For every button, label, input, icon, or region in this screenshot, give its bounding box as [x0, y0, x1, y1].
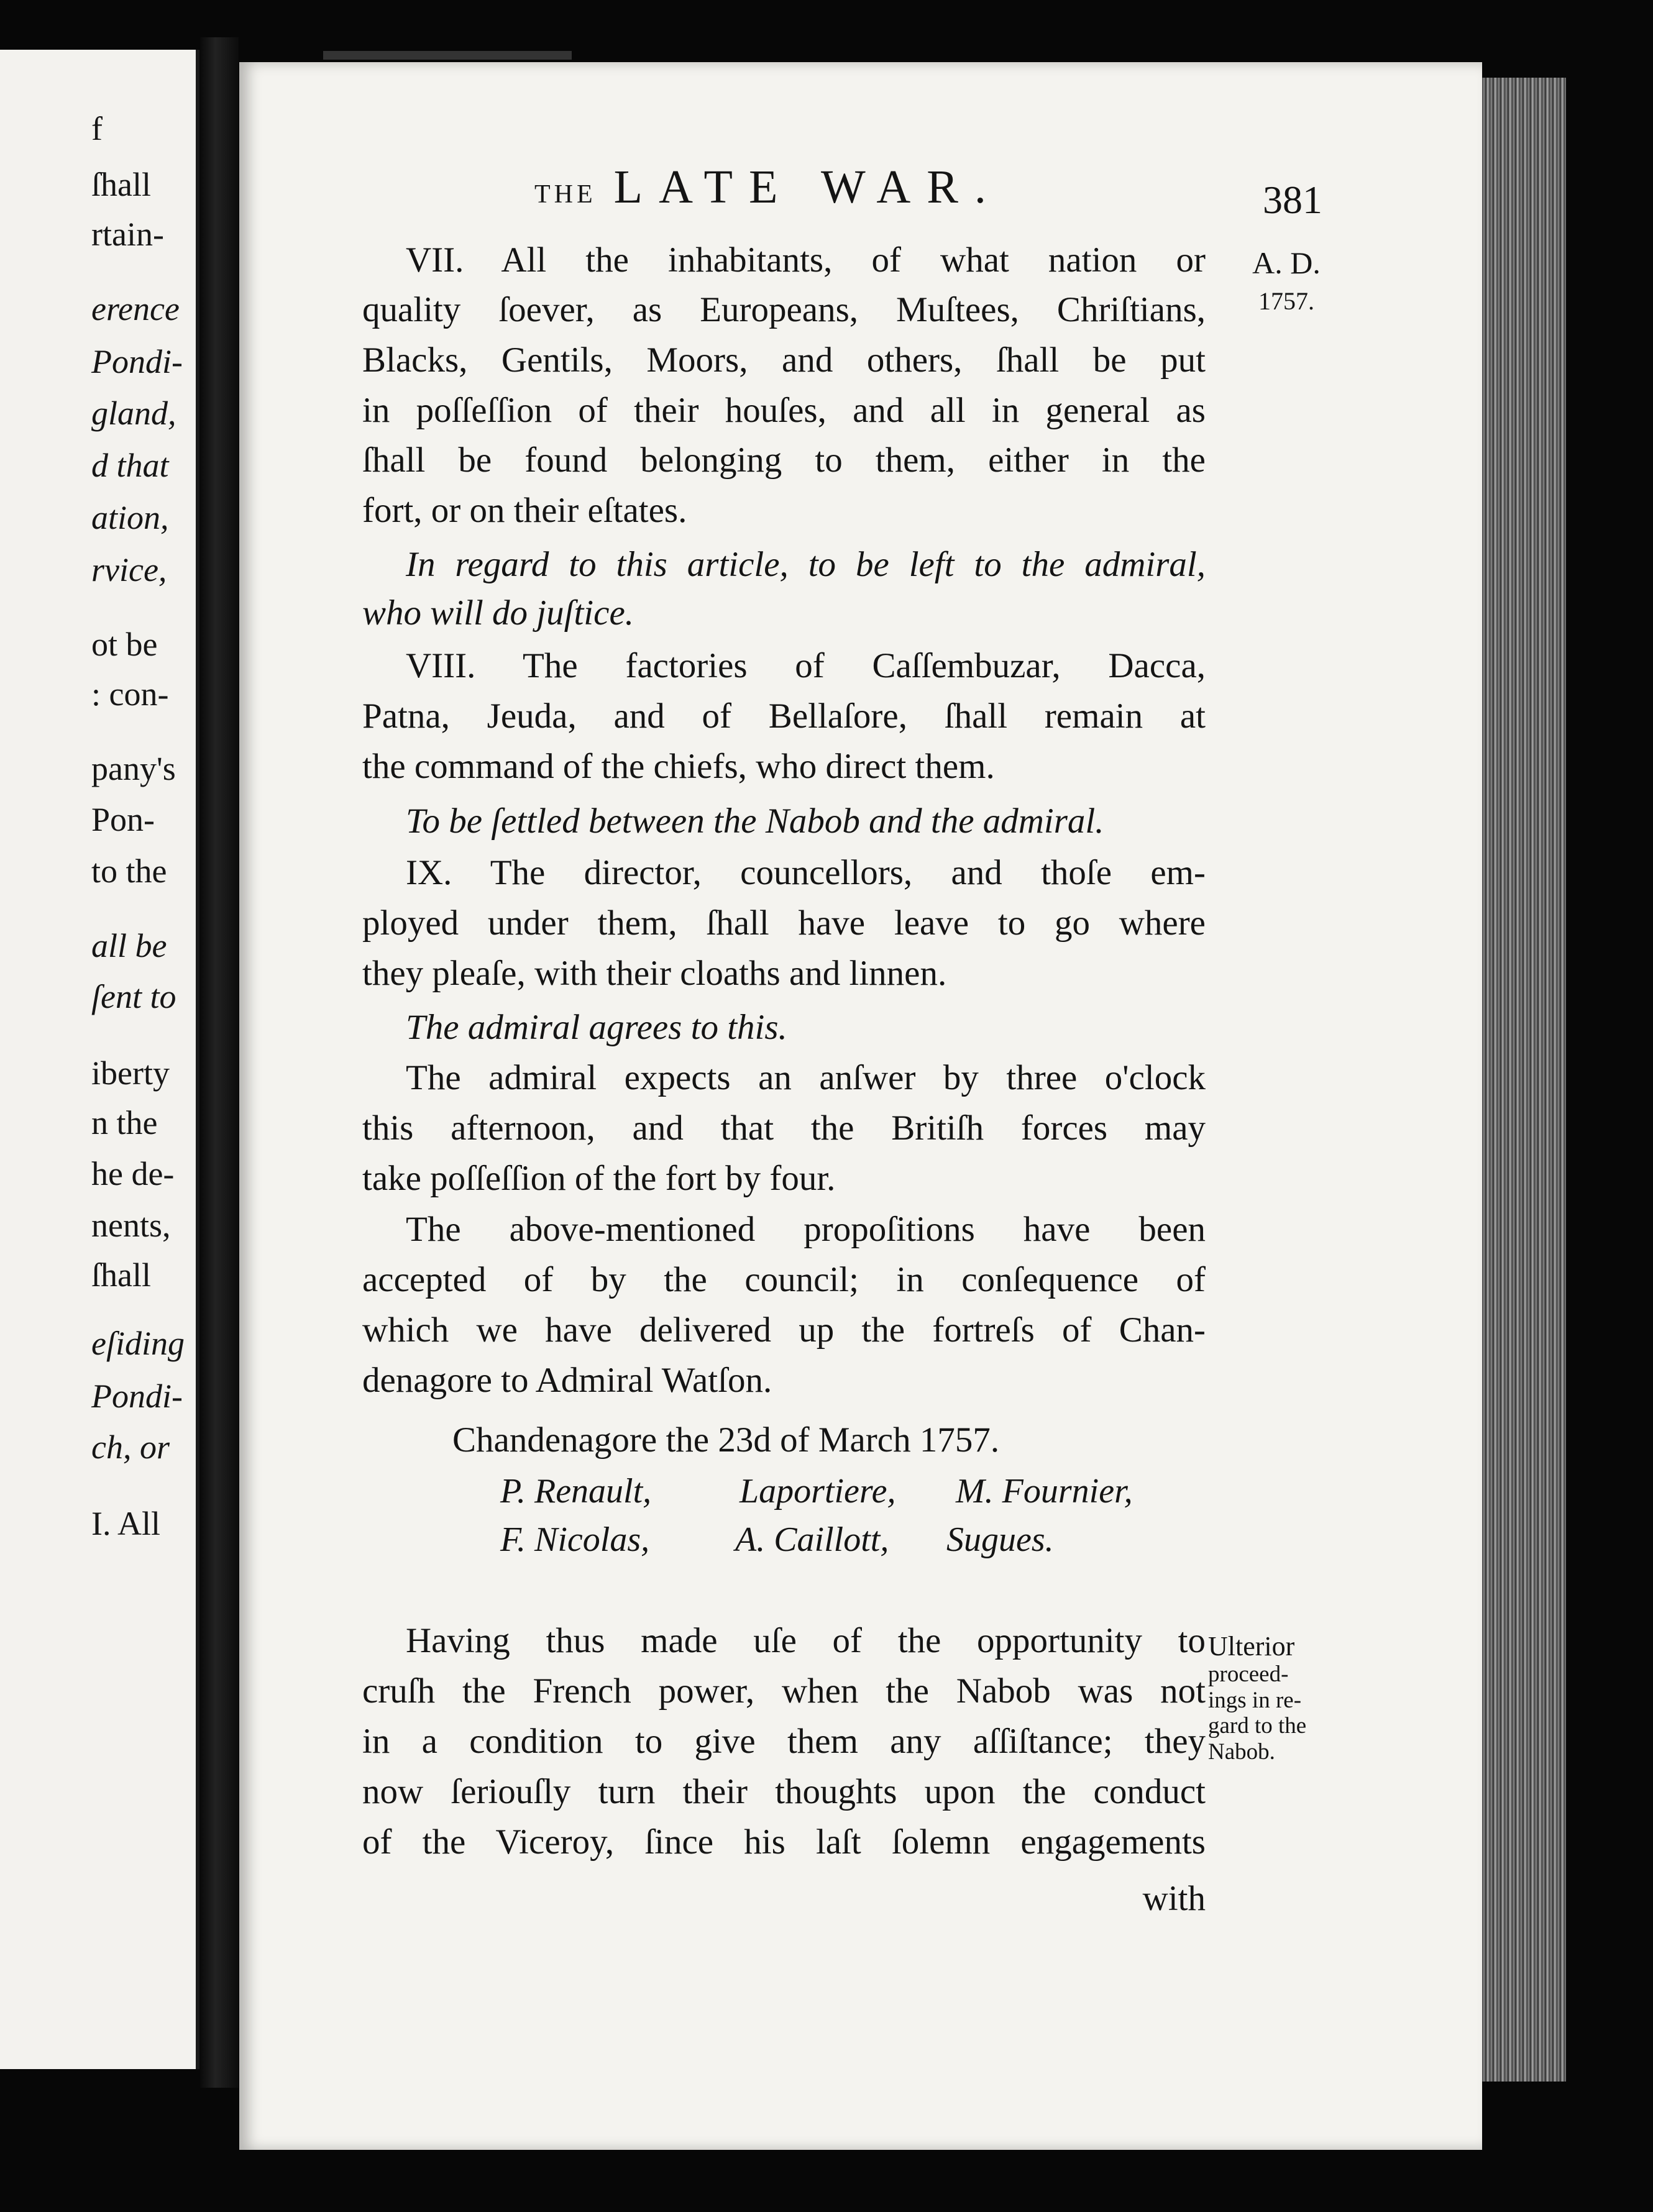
margin-sidenote [1208, 1631, 1363, 1765]
signature: Sugues. [946, 1520, 1054, 1559]
art9-line: IX. The director, councellors, and thoſe em- [406, 853, 1206, 892]
left-page-line: Pondi- [91, 343, 183, 380]
left-page-line: he de- [91, 1155, 175, 1192]
having-line: in a condition to give them any aſſiſtance; they [362, 1722, 1206, 1761]
left-page-line: Pon- [91, 801, 155, 838]
left-page-line: eſiding [91, 1325, 185, 1362]
art7-line: in poſſeſſion of their houſes, and all in general as [362, 391, 1206, 430]
left-page-line: rvice, [91, 551, 167, 588]
left-page-line: Pondi- [91, 1378, 183, 1415]
accepted-line: accepted of by the council; in conſequence of [362, 1260, 1206, 1299]
margin-date-year: 1757. [1258, 286, 1314, 315]
page-top-shadow [323, 51, 572, 60]
art7-line: fort, or on their eſtates. [362, 491, 687, 530]
left-page-line: f [91, 110, 103, 147]
art9-line: ployed under them, ſhall have leave to go where [362, 903, 1206, 943]
art8-answer: To be ſettled between the Nabob and the admiral. [406, 802, 1104, 841]
expects-line: take poſſeſſion of the fort by four. [362, 1159, 836, 1198]
left-page-line: all be [91, 927, 167, 964]
left-page-line: : con- [91, 675, 169, 713]
art7-line: Blacks, Gentils, Moors, and others, ſhall be put [362, 340, 1206, 380]
art9-answer: The admiral agrees to this. [406, 1008, 787, 1047]
expects-line: The admiral expects an anſwer by three o'clock [406, 1058, 1206, 1097]
art8-line: VIII. The factories of Caſſembuzar, Dacca, [406, 646, 1206, 685]
art9-line: they pleaſe, with their cloaths and linnen. [362, 954, 947, 993]
left-page-line: iberty [91, 1054, 170, 1092]
art8-line: the command of the chiefs, who direct them. [362, 747, 995, 786]
art7-answer-line: who will do juſtice. [362, 593, 634, 633]
art7-answer-line: In regard to this article, to be left to the admiral, [406, 545, 1206, 584]
catchword: with [1142, 1879, 1206, 1918]
running-header-title: LATE WAR. [613, 161, 1002, 213]
art8-line: Patna, Jeuda, and of Bellaſore, ſhall remain at [362, 697, 1206, 736]
left-page-line: nents, [91, 1207, 171, 1244]
left-page-line: erence [91, 290, 180, 327]
left-page-line: ſhall [91, 166, 151, 203]
sidenote-line: ings in re- [1208, 1687, 1302, 1713]
art7-line: VII. All the inhabitants, of what nation or [406, 240, 1206, 280]
left-page-line: ſhall [91, 1256, 151, 1294]
left-page-line: n the [91, 1104, 158, 1141]
sidenote-line: Nabob. [1208, 1739, 1275, 1765]
accepted-line: The above-mentioned propoſitions have been [406, 1210, 1206, 1249]
facing-left-page [0, 50, 199, 2069]
left-page-line: d that [91, 447, 169, 484]
left-page-line: rtain- [91, 216, 164, 253]
left-page-line: to the [91, 852, 167, 890]
sidenote-line: gard to the [1208, 1713, 1307, 1739]
left-page-line: ation, [91, 499, 169, 536]
page-number: 381 [1263, 178, 1322, 222]
sidenote-line: proceed- [1208, 1661, 1289, 1688]
margin-date-label: A. D. [1252, 245, 1321, 280]
left-page-line: ch, or [91, 1428, 170, 1466]
having-line: of the Viceroy, ſince his laſt ſolemn engagements [362, 1822, 1206, 1862]
running-header-article: THE [534, 180, 597, 209]
having-line: cruſh the French power, when the Nabob was not [362, 1671, 1206, 1711]
accepted-line: denagore to Admiral Watſon. [362, 1361, 772, 1400]
accepted-line: which we have delivered up the fortreſs of Chan- [362, 1310, 1206, 1350]
left-page-line: ot be [91, 626, 158, 663]
page-fore-edge [1482, 78, 1566, 2082]
running-header [534, 160, 1002, 214]
left-page-line: ſent to [91, 978, 176, 1015]
sidenote-line: Ulterior [1208, 1631, 1295, 1661]
margin-date [1243, 242, 1330, 318]
having-line: Having thus made uſe of the opportunity to [406, 1621, 1206, 1660]
left-page-line: pany's [91, 750, 176, 787]
signature: Laportiere, [740, 1472, 896, 1510]
dateline: Chandenagore the 23d of March 1757. [452, 1420, 1000, 1460]
signature: F. Nicolas, [500, 1520, 650, 1559]
expects-line: this afternoon, and that the Britiſh forces may [362, 1108, 1206, 1148]
art7-line: quality ſoever, as Europeans, Muſtees, Chriſtians, [362, 290, 1206, 329]
art7-line: ſhall be found belonging to them, either in the [362, 441, 1206, 480]
signature: M. Fournier, [956, 1472, 1133, 1510]
left-page-line: I. All [91, 1505, 161, 1542]
signature: A. Caillott, [735, 1520, 889, 1559]
signature: P. Renault, [500, 1472, 652, 1510]
having-line: now ſeriouſly turn their thoughts upon the conduct [362, 1772, 1206, 1811]
book-gutter [200, 37, 239, 2088]
left-page-line: gland, [91, 395, 176, 432]
